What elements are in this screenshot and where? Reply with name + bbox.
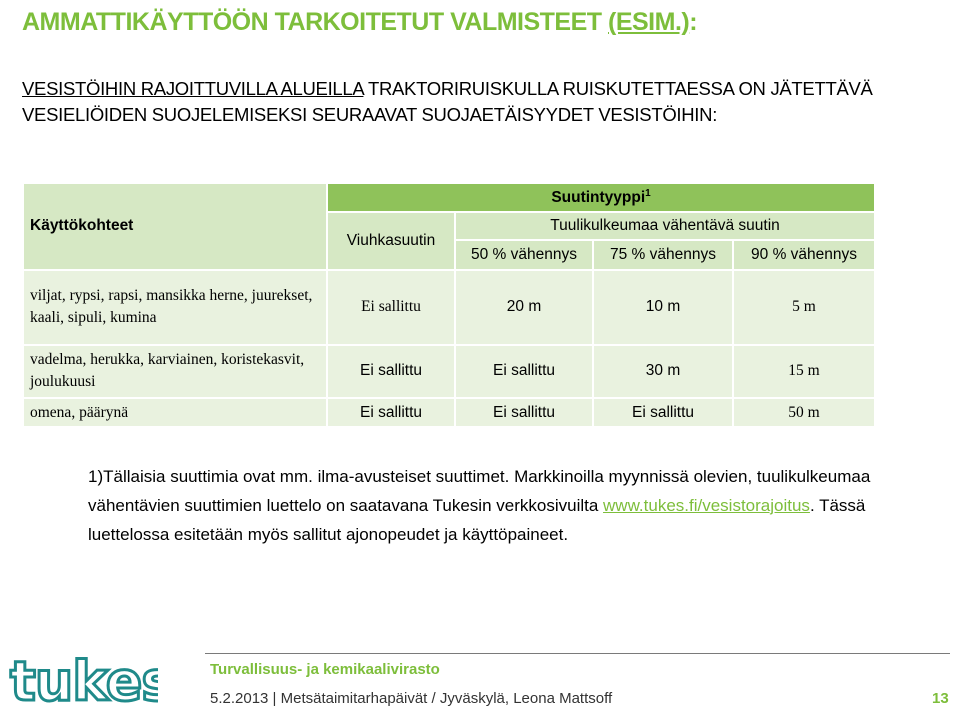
row-value: 50 m	[733, 398, 875, 427]
row-value: Ei sallittu	[327, 270, 455, 345]
intro-rest: TRAKTORIRUISKULLA RUISKUTETTAESSA ON JÄTETTÄVÄ VESIELIÖIDEN SUOJELEMISEKSI SEURAAVAT SUOJAETÄISYYDET VESISTÖIHIN:	[22, 78, 873, 125]
footer-organization: Turvallisuus- ja kemikaalivirasto	[210, 661, 440, 678]
row-value: 10 m	[593, 270, 733, 345]
table-row	[23, 398, 875, 427]
row-value: 30 m	[593, 345, 733, 399]
table-row	[23, 345, 875, 399]
row-crop: viljat, rypsi, rapsi, mansikka herne, juurekset, kaali, sipuli, kumina	[23, 270, 327, 345]
title-colon: :	[689, 8, 698, 36]
page-title	[22, 8, 697, 37]
row-crop: omena, päärynä	[23, 398, 327, 427]
distance-table	[22, 182, 876, 428]
col-drift-nozzle: Tuulikulkeumaa vähentävä suutin	[455, 212, 875, 240]
title-main: AMMATTIKÄYTTÖÖN TARKOITETUT VALMISTEET	[22, 8, 608, 36]
row-value: Ei sallittu	[327, 398, 455, 427]
intro-underlined: VESISTÖIHIN RAJOITTUVILLA ALUEILLA	[22, 78, 364, 99]
row-crop: vadelma, herukka, karviainen, koristekasvit, joulukuusi	[23, 345, 327, 399]
group-header-sup: 1	[645, 187, 651, 199]
row-value: 5 m	[733, 270, 875, 345]
row-value: Ei sallittu	[327, 345, 455, 399]
footnote	[88, 462, 948, 549]
intro-text	[22, 76, 937, 128]
footer-divider	[205, 653, 950, 654]
tukes-logo-mark	[8, 648, 158, 710]
subcol-50: 50 % vähennys	[455, 240, 593, 270]
logo-text: tukes	[10, 650, 158, 710]
subcol-90: 90 % vähennys	[733, 240, 875, 270]
row-value: 20 m	[455, 270, 593, 345]
footer-meta: 5.2.2013 | Metsätaimitarhapäivät / Jyväskylä, Leona Mattsoff	[210, 690, 613, 707]
col-fan-nozzle: Viuhkasuutin	[327, 212, 455, 270]
subcol-75: 75 % vähennys	[593, 240, 733, 270]
title-underlined: (ESIM.)	[608, 8, 690, 36]
page-number: 13	[932, 690, 949, 707]
tukes-link[interactable]: www.tukes.fi/vesistorajoitus	[603, 496, 810, 515]
table-row	[23, 270, 875, 345]
footnote-text-2: . Tässä luettelossa esitetään myös sallitut ajonopeudet ja käyttöpaineet.	[88, 496, 866, 544]
group-header-label: Suutintyyppi	[551, 189, 646, 207]
row-value: Ei sallittu	[593, 398, 733, 427]
row-value: Ei sallittu	[455, 345, 593, 399]
tukes-logo	[8, 648, 158, 715]
table-group-header	[327, 183, 875, 212]
footnote-text-1: 1)Tällaisia suuttimia ovat mm. ilma-avusteiset suuttimet. Markkinoilla myynnissä olevien, tuulikulkeumaa vähentävien suuttimien luettelo on saatavana Tukesin verkkosivuilta	[88, 467, 871, 515]
row-value: Ei sallittu	[455, 398, 593, 427]
table-corner: Käyttökohteet	[23, 183, 327, 270]
row-value: 15 m	[733, 345, 875, 399]
